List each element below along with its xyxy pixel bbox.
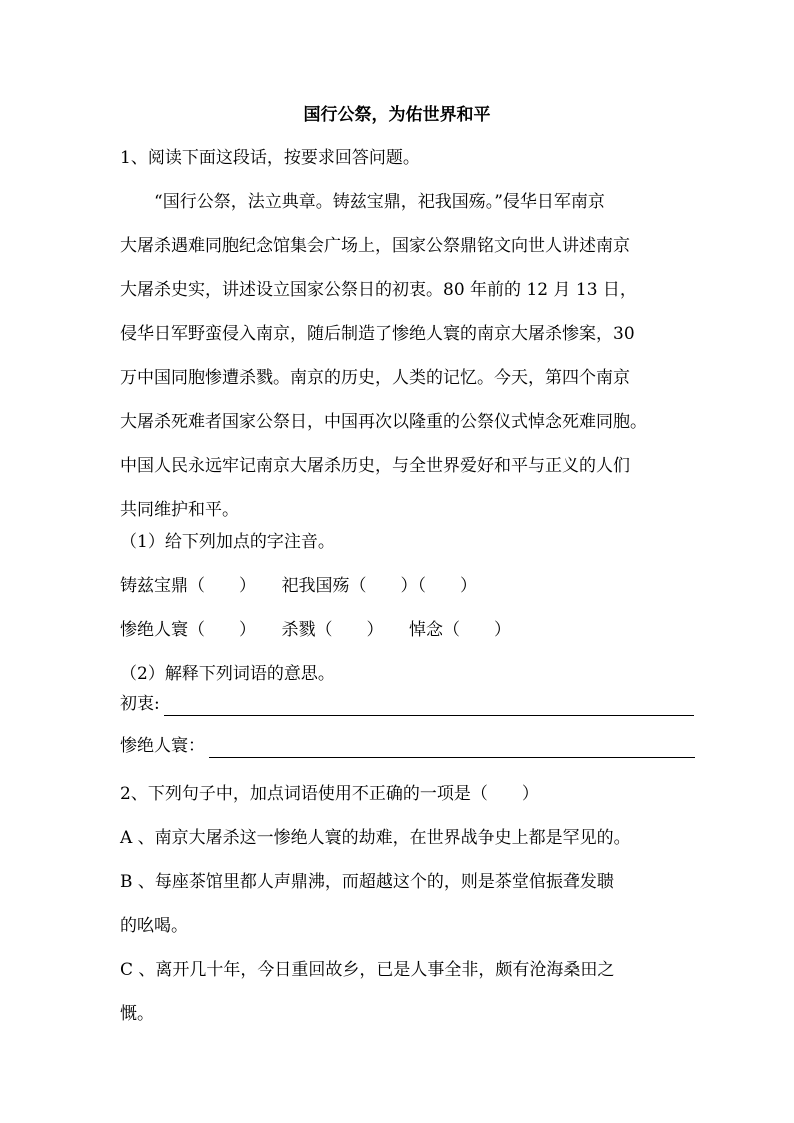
sub-question-2-heading: （2）解释下列词语的意思。 <box>120 664 335 684</box>
pinyin-row-2: 惨绝人寰（ ） 杀戮（ ） 悼念（ ） <box>120 620 511 640</box>
answer-blank-2[interactable] <box>209 737 695 758</box>
pinyin-row-1: 铸兹宝鼎（ ） 祀我国殇（ ）（ ） <box>120 576 477 596</box>
option-c-line-1: C 、离开几十年，今日重回故乡，已是人事全非，颇有沧海桑田之 <box>120 960 615 980</box>
term-1-label: 初衷: <box>120 694 160 714</box>
passage-line: “国行公祭，法立典章。铸兹宝鼎，祀我国殇。”侵华日军南京 <box>154 192 605 212</box>
document-title: 国行公祭，为佑世界和平 <box>303 105 491 125</box>
option-c-line-2: 慨。 <box>120 1004 154 1024</box>
option-b-line-1: B 、每座茶馆里都人声鼎沸，而超越这个的，则是茶堂倌振聋发聩 <box>120 872 614 892</box>
term-2-row <box>120 734 695 758</box>
term-1-row <box>120 692 694 716</box>
passage-line: 大屠杀史实，讲述设立国家公祭日的初衷。80 年前的 12 月 13 日， <box>120 280 637 300</box>
question-2-heading: 2、下列句子中，加点词语使用不正确的一项是（ ） <box>120 784 539 804</box>
passage-line: 共同维护和平。 <box>120 500 239 520</box>
sub-question-1-heading: （1）给下列加点的字注音。 <box>120 532 335 552</box>
answer-blank-1[interactable] <box>164 695 694 716</box>
passage-line: 万中国同胞惨遭杀戮。南京的历史，人类的记忆。今天，第四个南京 <box>120 368 630 388</box>
passage-line: 侵华日军野蛮侵入南京，随后制造了惨绝人寰的南京大屠杀惨案，30 <box>120 324 635 344</box>
passage-line: 中国人民永远牢记南京大屠杀历史，与全世界爱好和平与正义的人们 <box>120 456 630 476</box>
passage-line: 大屠杀死难者国家公祭日，中国再次以隆重的公祭仪式悼念死难同胞。 <box>120 412 647 432</box>
option-b-line-2: 的吆喝。 <box>120 916 188 936</box>
term-2-label: 惨绝人寰： <box>120 736 205 756</box>
passage-line: 大屠杀遇难同胞纪念馆集会广场上，国家公祭鼎铭文向世人讲述南京 <box>120 236 630 256</box>
question-1-heading: 1、阅读下面这段话，按要求回答问题。 <box>120 148 420 168</box>
option-a: A 、南京大屠杀这一惨绝人寰的劫难，在世界战争史上都是罕见的。 <box>120 828 631 848</box>
